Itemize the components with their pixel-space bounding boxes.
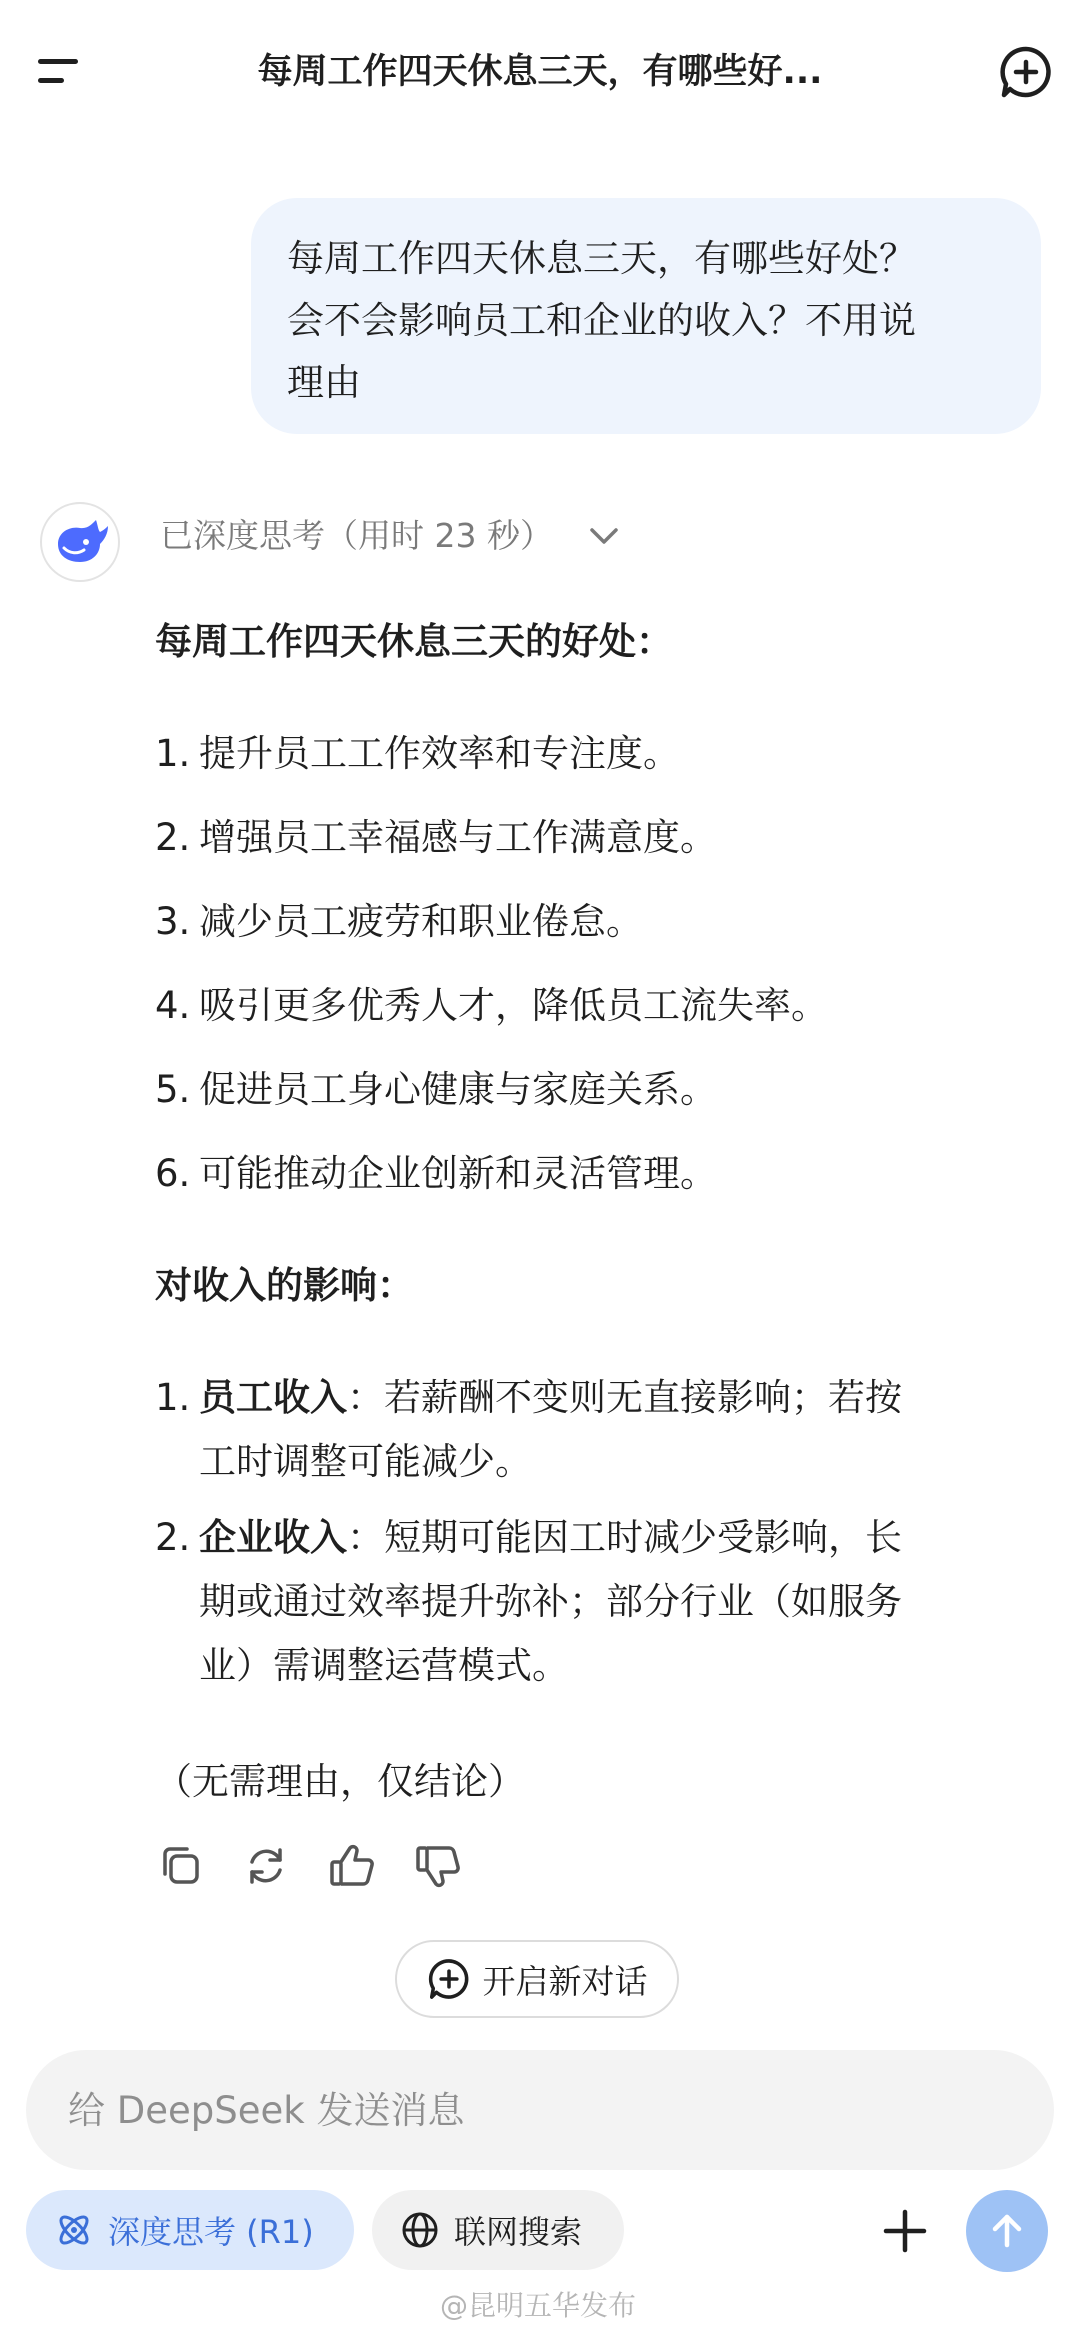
thumbs-up-icon[interactable] [326, 1840, 378, 1892]
watermark: @昆明五华发布 [440, 2289, 637, 2322]
web-search-toggle[interactable] [372, 2190, 624, 2270]
new-chat-icon [427, 1957, 471, 2001]
deepseek-logo-icon [40, 502, 120, 582]
menu-icon[interactable] [38, 56, 80, 86]
list-item: 1. 提升员工工作效率和专注度。 [155, 732, 680, 775]
list-item: 1. 员工收入：若薪酬不变则无直接影响；若按 工时调整可能减少。 [155, 1376, 902, 1483]
web-search-label: 联网搜索 [454, 2213, 583, 2251]
income-heading: 对收入的影响： [155, 1264, 414, 1307]
list-item: 4. 吸引更多优秀人才，降低员工流失率。 [155, 984, 828, 1027]
deep-think-toggle[interactable] [26, 2190, 354, 2270]
chevron-down-icon[interactable] [586, 518, 622, 554]
new-chat-icon[interactable] [998, 44, 1054, 100]
copy-icon[interactable] [155, 1840, 207, 1892]
new-conversation-button[interactable] [395, 1940, 679, 2018]
user-message-line: 会不会影响员工和企业的收入？不用说 [287, 299, 916, 342]
thumbs-down-icon[interactable] [412, 1840, 464, 1892]
list-item: 5. 促进员工身心健康与家庭关系。 [155, 1068, 717, 1111]
benefits-heading: 每周工作四天休息三天的好处： [155, 620, 673, 663]
regenerate-icon[interactable] [240, 1840, 292, 1892]
list-item: 6. 可能推动企业创新和灵活管理。 [155, 1152, 717, 1195]
list-item: 2. 增强员工幸福感与工作满意度。 [155, 816, 717, 859]
user-message-bubble [251, 198, 1041, 434]
arrow-up-icon [985, 2209, 1029, 2253]
deep-think-label: 深度思考 (R1) [108, 2213, 314, 2251]
conclusion-text: （无需理由，仅结论） [155, 1760, 525, 1803]
atom-icon [54, 2210, 94, 2250]
message-input[interactable] [66, 2088, 970, 2133]
thinking-status[interactable]: 已深度思考（用时 23 秒） [160, 516, 553, 555]
conversation-title: 每周工作四天休息三天，有哪些好... [257, 52, 823, 92]
message-input-container[interactable] [26, 2050, 1054, 2170]
user-message-line: 理由 [287, 361, 361, 404]
user-message-line: 每周工作四天休息三天，有哪些好处？ [287, 237, 916, 280]
send-button[interactable] [966, 2190, 1048, 2272]
new-conversation-label: 开启新对话 [482, 1961, 648, 2001]
globe-icon [400, 2210, 440, 2250]
list-item: 2. 企业收入：短期可能因工时减少受影响，长 期或通过效率提升弥补；部分行业（如服务 业）需调整运营模式。 [155, 1516, 902, 1687]
list-item: 3. 减少员工疲劳和职业倦怠。 [155, 900, 643, 943]
plus-icon[interactable] [880, 2206, 930, 2256]
